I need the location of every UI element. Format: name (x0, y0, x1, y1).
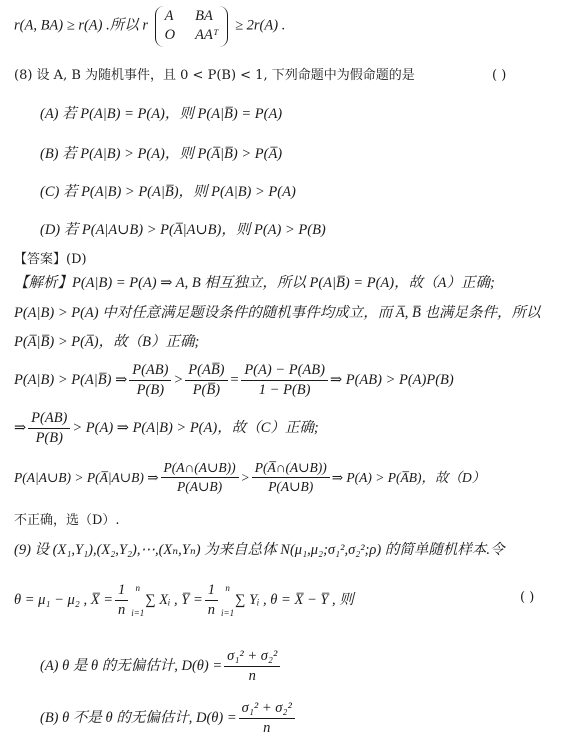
denominator: n (263, 720, 271, 737)
fraction (129, 362, 171, 400)
derivation-text: P(A|A∪B) > P(A̅|A∪B) ⇒ (14, 469, 159, 485)
q9-option-b (40, 700, 297, 738)
denominator: P(B) (35, 430, 63, 447)
q8-answer-paren: ( ) (492, 68, 507, 83)
q8-option-c: (C) 若 P(A|B) > P(A|B̅)，则 P(A|B) > P(A) (40, 184, 296, 200)
denominator: n (248, 668, 256, 685)
option-text: (B) θ 不是 θ 的无偏估计, D(θ) = (40, 710, 237, 727)
numerator: 1 (115, 582, 128, 601)
matrix-entry: AAᵀ (195, 27, 219, 44)
rank-line (14, 6, 285, 47)
q8-option-d: (D) 若 P(A|A∪B) > P(A̅|A∪B)，则 P(A) > P(B) (40, 222, 326, 238)
denominator: P(B) (136, 382, 165, 399)
fraction (185, 362, 227, 400)
numerator: σ₁² + σ₂² (224, 648, 280, 667)
derivation-text: > P(A) ⇒ P(A|B) > P(A)，故（C）正确; (72, 420, 319, 437)
q9-definition (14, 582, 354, 620)
derivation-text: ⇒ P(A) > P(A̅B)，故（D） (331, 469, 486, 485)
numerator: P(AB) (129, 362, 171, 381)
numerator: P(A∩(A∪B)) (161, 460, 239, 478)
q9-option-a (40, 648, 282, 686)
definition-text: θ = μ₁ − μ₂ , X̅ = (14, 592, 113, 609)
numerator: P(AB̅) (185, 362, 227, 381)
q8-stem: (8) 设 A, B 为随机事件，且 0 < P(B) < 1, 下列命题中为假命题的是 (14, 68, 415, 83)
matrix-entry: O (164, 27, 176, 44)
derivation-text: ⇒ (14, 420, 27, 437)
block-matrix (155, 6, 229, 47)
q9-stem: (9) 设 (X₁,Y₁),(X₂,Y₂),⋯,(Xₙ,Yₙ) 为来自总体 N(μ₁,μ₂;σ₁²,σ₂²;ρ) 的简单随机样本.令 (14, 542, 505, 558)
fraction (161, 460, 239, 495)
option-text: (A) θ 是 θ 的无偏估计, D(θ) = (40, 658, 223, 675)
fraction (224, 648, 280, 686)
fraction (205, 582, 218, 620)
relation: = (229, 372, 240, 389)
fraction (239, 700, 295, 738)
q8-option-b: (B) 若 P(A|B) > P(A)，则 P(A̅|B̅) > P(A̅) (40, 146, 283, 162)
derivation-text: P(A|B) > P(A|B̅) ⇒ (14, 372, 128, 389)
sum-lower: i=1 (131, 607, 145, 618)
q9-answer-paren: ( ) (520, 590, 535, 605)
matrix-entry: BA (195, 8, 213, 24)
denominator: P(A∪B) (177, 479, 223, 495)
numerator: σ₁² + σ₂² (239, 700, 295, 719)
numerator: 1 (205, 582, 218, 601)
fraction (252, 460, 330, 495)
q8-derivation-3 (14, 460, 485, 495)
numerator: P(AB) (28, 410, 70, 429)
rank-text-b: ≥ 2r(A) . (235, 17, 286, 34)
q8-analysis-line: P(A|B) > P(A) 中对任意满足题设条件的随机事件均成立，而 A̅, B̅ 也满足条件，所以 (14, 305, 541, 321)
numerator: P(A̅∩(A∪B)) (252, 460, 330, 478)
denominator: P(B̅) (192, 382, 221, 399)
definition-text: ∑ Yᵢ , θ = X̅ − Y̅ , 则 (235, 592, 354, 609)
relation: > (173, 372, 184, 389)
sum-upper: n (225, 583, 230, 594)
sum-limits (221, 583, 234, 619)
sum-upper: n (135, 583, 141, 594)
denominator: n (207, 602, 216, 619)
fraction (28, 410, 70, 448)
sum-lower: i=1 (221, 607, 235, 618)
sum-limits (131, 583, 144, 619)
q8-option-a: (A) 若 P(A|B) = P(A)，则 P(A|B̅) = P(A) (40, 106, 283, 122)
fraction (241, 362, 328, 400)
denominator: 1 − P(B) (258, 382, 311, 399)
rank-text-a: r(A, BA) ≥ r(A) .所以 r (14, 17, 149, 34)
q8-conclusion: 不正确，选（D）. (14, 513, 120, 528)
numerator: P(A) − P(AB) (241, 362, 328, 381)
q8-answer: 【答案】(D) (14, 252, 87, 267)
denominator: n (117, 602, 126, 619)
q8-derivation-2 (14, 410, 319, 448)
fraction (115, 582, 128, 620)
derivation-text: ⇒ P(AB) > P(A)P(B) (329, 372, 454, 389)
denominator: P(A∪B) (268, 479, 314, 495)
q8-analysis-line: P(A̅|B̅) > P(A̅)，故（B）正确; (14, 334, 200, 350)
relation: > (240, 469, 250, 485)
definition-text: ∑ Xᵢ , Y̅ = (145, 592, 203, 609)
q8-analysis-line: 【解析】P(A|B) = P(A) ⇒ A, B 相互独立，所以 P(A|B̅) = P(A)，故（A）正确; (14, 275, 495, 291)
q8-derivation-1 (14, 362, 454, 400)
matrix-entry: A (164, 8, 174, 24)
